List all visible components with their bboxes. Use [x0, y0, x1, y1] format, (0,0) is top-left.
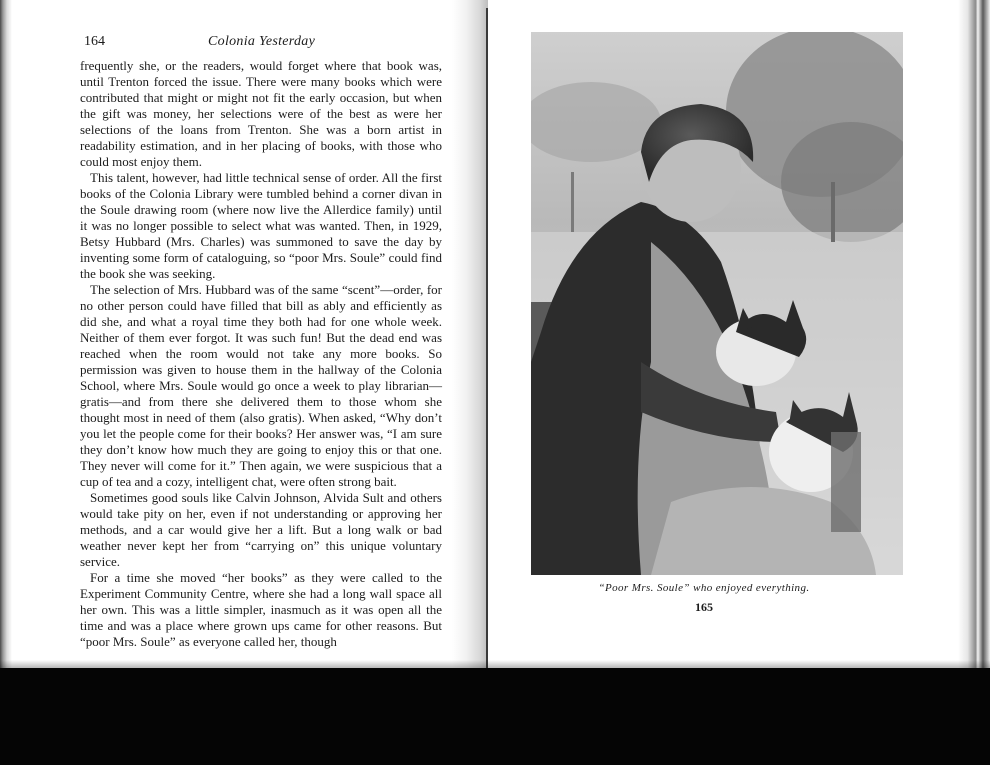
- running-head: [84, 34, 444, 54]
- gutter-line: [486, 8, 488, 668]
- scan-edge-right: [958, 0, 990, 670]
- paragraph: For a time she moved “her books” as they were called to the Experiment Community Centre, where she had a long wall space all her own. This was a little simpler, inasmuch as it was open all the time and was a place where grown ups came for other reasons. But “poor Mrs. Soule” as everyone called her, though: [80, 570, 442, 649]
- book-gutter: [452, 0, 488, 670]
- running-title: Colonia Yesterday: [208, 34, 316, 49]
- photo-woman-with-cats: [531, 32, 903, 575]
- paragraph: This talent, however, had little technical sense of order. All the first books of the Colonia Library were tumbled behind a corner divan in the Soule drawing room (where now live the Allerdice family) until it was no longer possible to select what was wanted. Then, in 1929, Betsy Hubbard (Mrs. Charles) was summoned to save the day by inventing some form of cataloguing, so “poor Mrs. Soule” could find the book she was seeking.: [80, 170, 442, 281]
- page-number-right: 165: [695, 600, 713, 614]
- left-page: [0, 0, 487, 670]
- page-number-left: 164: [84, 34, 105, 49]
- paragraph: The selection of Mrs. Hubbard was of the same “scent”—order, for no other person could have filled that bill as ably and efficiently as did she, and what a royal time they both had for one whole week. Neither of them ever forgot. It was such fun! But the dead end was reached when the room would not take any more books. So permission was given to house them in the hallway of the Colonia School, where Mrs. Soule would go once a week to play librarian—gratis—and from there she delivered them to those whom she thought most in need of them (also gratis). When asked, “Why don’t you let the people come for their books? Her answer was, “I am sure they don’t know how much they are going to enjoy this or that one. They never will come for it.” Then again, we were suspicious that a cup of tea and a cozy, intelligent chat, were often strong bait.: [80, 282, 442, 489]
- paragraph: Sometimes good souls like Calvin Johnson, Alvida Sult and others would take pity on her, even if not understanding or approving her methods, and a car would give her a lift. But a long walk or bad weather never kept her from “carrying on” this unique voluntary service.: [80, 490, 442, 569]
- paragraph: frequently she, or the readers, would forget where that book was, until Trenton forced the issue. There were many books which were contributed that might or might not fit the early occasion, but when the gift was money, her selections were of the best as were her selections of the loans from Trenton. She was a born artist in readability estimation, and in her placing of books, with those who could most enjoy them.: [80, 58, 442, 169]
- photo-illustration: [531, 32, 903, 575]
- scan-shadow-bottom: [0, 668, 990, 765]
- right-page: [489, 0, 959, 670]
- photo-caption: “Poor Mrs. Soule” who enjoyed everything.: [598, 582, 810, 594]
- body-text: [80, 58, 442, 650]
